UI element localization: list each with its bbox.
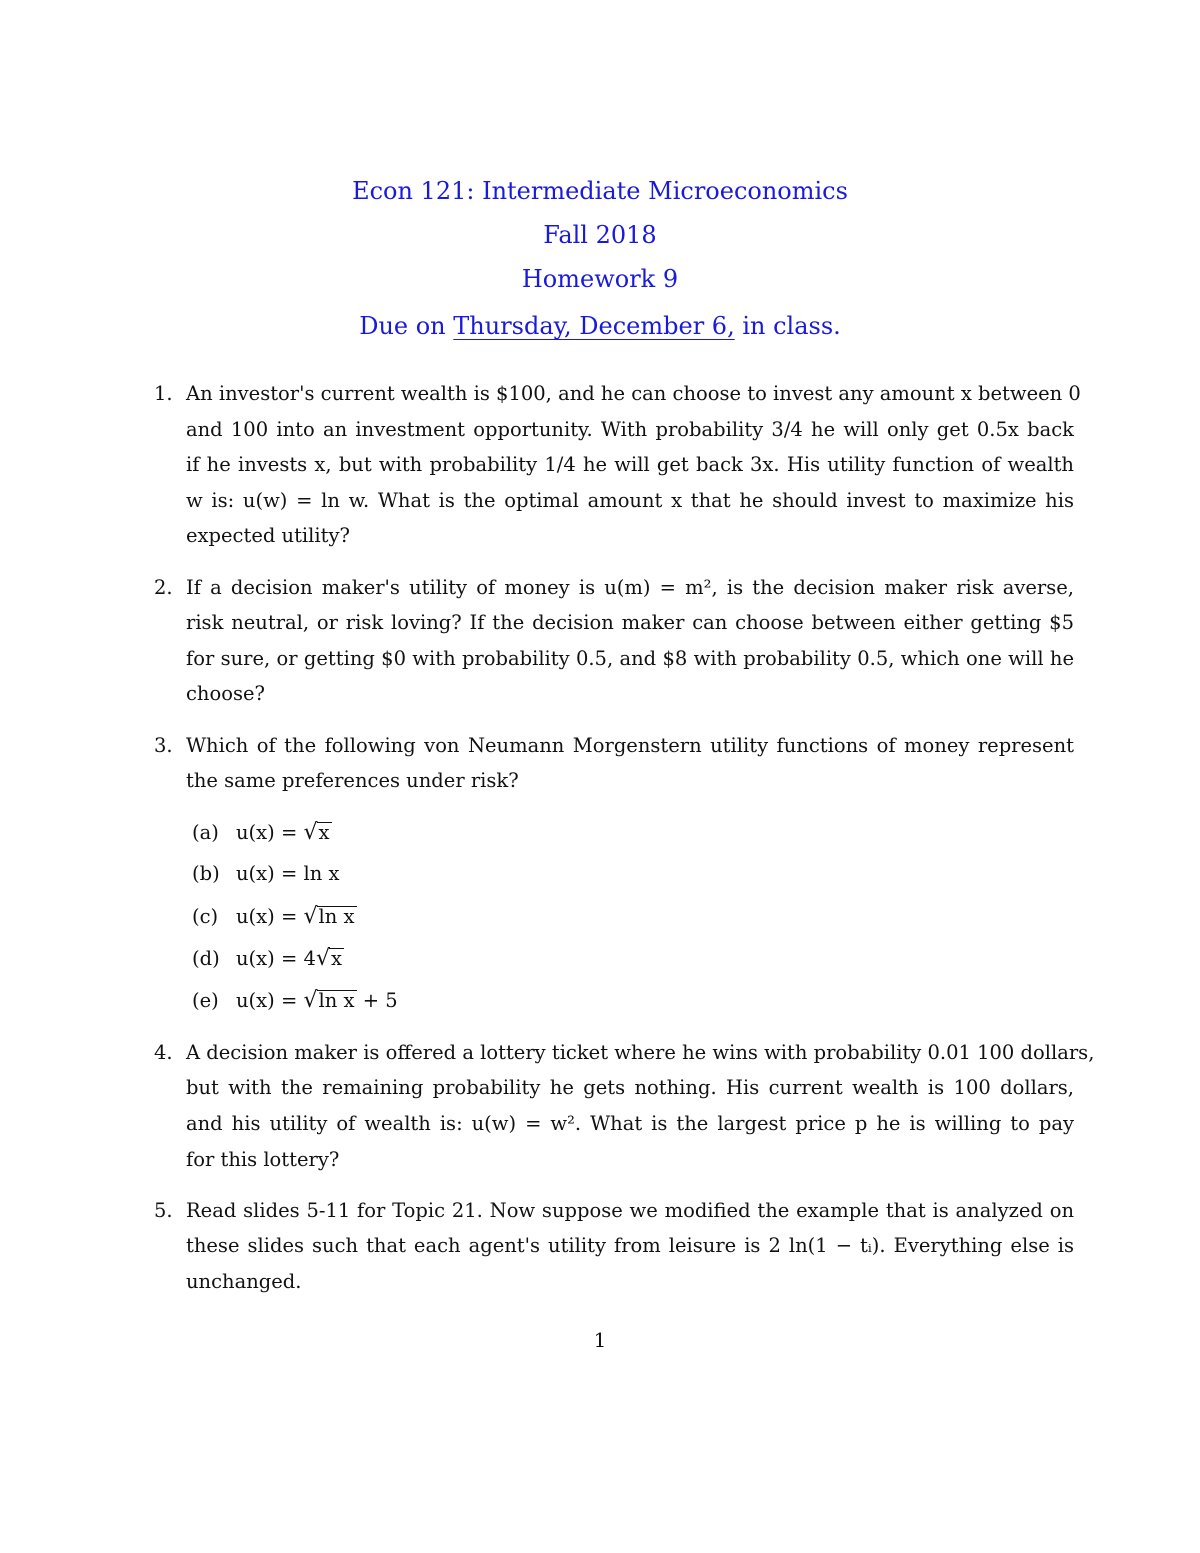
- option-label: (b): [192, 862, 220, 885]
- problem-line: Read slides 5-11 for Topic 21. Now suppose we modified the example that is analyzed on: [186, 1199, 1074, 1222]
- problem-number: 3.: [154, 734, 173, 757]
- problem-line: and 100 into an investment opportunity. With probability 3/4 he will only get 0.5x back: [186, 418, 1074, 441]
- option-b: [192, 862, 340, 885]
- problem-line: for sure, or getting $0 with probability 0.5, and $8 with probability 0.5, which one will he: [186, 647, 1074, 670]
- radical-sign: √: [303, 904, 318, 929]
- due-prefix: Due on: [359, 312, 454, 340]
- due-suffix: in class.: [734, 312, 841, 340]
- page-number: 1: [593, 1328, 607, 1352]
- problem-line: If a decision maker's utility of money is u(m) = m², is the decision maker risk averse,: [186, 576, 1074, 599]
- problem-line: w is: u(w) = ln w. What is the optimal amount x that he should invest to maximize his: [186, 489, 1074, 512]
- option-expr: ln x: [303, 862, 340, 885]
- problem-number: 2.: [154, 576, 173, 599]
- problem-line: choose?: [186, 682, 265, 705]
- problem-line: these slides such that each agent's utility from leisure is 2 ln(1 − tᵢ). Everything else is: [186, 1234, 1074, 1257]
- option-c: [192, 904, 357, 929]
- problem-line: and his utility of wealth is: u(w) = w². What is the largest price p he is willing to pay: [186, 1112, 1074, 1135]
- radicand: x: [318, 821, 330, 844]
- problem-number: 5.: [154, 1199, 173, 1222]
- problem-line: Which of the following von Neumann Morgenstern utility functions of money represent: [186, 734, 1074, 757]
- radical-sign: √: [303, 820, 318, 845]
- problem-line: but with the remaining probability he gets nothing. His current wealth is 100 dollars,: [186, 1076, 1074, 1099]
- option-lhs: u(x) =: [236, 905, 298, 928]
- problem-line: the same preferences under risk?: [186, 769, 519, 792]
- option-tail: + 5: [356, 989, 398, 1012]
- option-label: (c): [192, 905, 219, 928]
- radical-sign: √: [303, 988, 318, 1013]
- problem-number: 4.: [154, 1041, 173, 1064]
- term: Fall 2018: [543, 221, 657, 249]
- option-lhs: u(x) =: [236, 821, 298, 844]
- problem-line: unchanged.: [186, 1270, 302, 1293]
- due-line: [0, 311, 1200, 341]
- radicand: ln x: [318, 989, 355, 1012]
- problem-line: A decision maker is offered a lottery ticket where he wins with probability 0.01 100 dollars,: [186, 1041, 1095, 1064]
- option-coef: 4: [303, 947, 316, 970]
- problem-line: if he invests x, but with probability 1/4 he will get back 3x. His utility function of wealth: [186, 453, 1074, 476]
- option-lhs: u(x) =: [236, 947, 298, 970]
- radicand: ln x: [318, 905, 355, 928]
- problem-number: 1.: [154, 382, 173, 405]
- option-label: (a): [192, 821, 219, 844]
- problem-line: risk neutral, or risk loving? If the decision maker can choose between either getting $5: [186, 611, 1074, 634]
- problem-line: for this lottery?: [186, 1148, 340, 1171]
- problem-line: expected utility?: [186, 524, 350, 547]
- radical-sign: √: [315, 946, 330, 971]
- option-label: (e): [192, 989, 219, 1012]
- course-title: Econ 121: Intermediate Microeconomics: [352, 177, 848, 205]
- problem-line: An investor's current wealth is $100, and he can choose to invest any amount x between 0: [186, 382, 1081, 405]
- option-e: [192, 988, 398, 1013]
- radicand: x: [330, 947, 342, 970]
- due-date: Thursday, December 6,: [453, 312, 735, 340]
- option-a: [192, 820, 332, 845]
- assignment-title: Homework 9: [521, 265, 679, 293]
- option-label: (d): [192, 947, 220, 970]
- option-d: [192, 946, 344, 971]
- option-lhs: u(x) =: [236, 989, 298, 1012]
- option-lhs: u(x) =: [236, 862, 298, 885]
